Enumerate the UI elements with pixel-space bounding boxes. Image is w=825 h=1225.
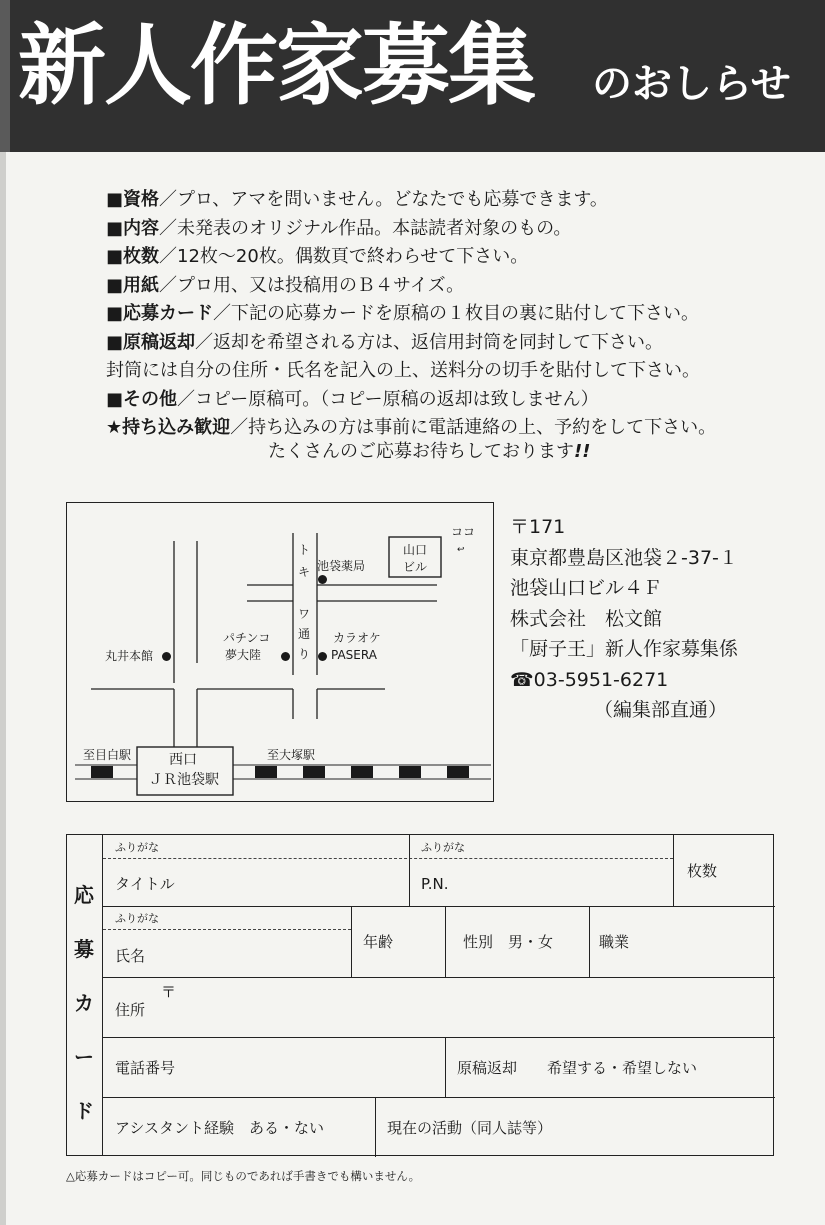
- header-banner: [0, 0, 825, 152]
- row-divider: [103, 1097, 775, 1098]
- pachinko-label: パチンコ: [223, 631, 271, 645]
- karaoke-dot: [318, 652, 327, 661]
- column-divider: [351, 906, 352, 977]
- furigana-divider: [103, 929, 351, 930]
- address-line: （編集部直通）: [594, 699, 728, 721]
- requirement-item: [106, 329, 806, 358]
- requirement-item: [106, 215, 806, 244]
- street-char: ト: [298, 543, 311, 557]
- assistant-experience-field[interactable]: アシスタント経験 ある・ない: [115, 1119, 324, 1137]
- row-divider: [103, 1037, 775, 1038]
- card-title-column: [67, 835, 103, 1155]
- card-title-char: 応: [74, 883, 94, 907]
- requirement-text: ／12枚〜20枚。偶数頁で終わらせて下さい。: [159, 246, 529, 267]
- marui-label: 丸井本館: [105, 649, 154, 663]
- requirement-label: ■内容: [106, 217, 160, 239]
- street-char: キ: [298, 565, 311, 579]
- direction-otsuka: 至大塚駅: [267, 748, 316, 762]
- station-label: 西口: [169, 752, 197, 768]
- address-line: 「厨子王」新人作家募集係: [510, 638, 739, 660]
- requirement-item: [106, 300, 806, 329]
- closing-exclaim: !!: [574, 441, 591, 462]
- column-divider: [409, 835, 410, 906]
- address-line: 池袋山口ビル４Ｆ: [510, 577, 663, 599]
- requirement-item: [106, 357, 806, 386]
- page-binding-edge: [0, 152, 6, 1225]
- gender-field[interactable]: 性別 男・女: [463, 933, 554, 951]
- furigana-label: ふりがな: [115, 912, 159, 925]
- column-divider: [445, 1037, 446, 1097]
- marui-dot: [162, 652, 171, 661]
- karaoke-label: カラオケ: [333, 631, 381, 645]
- closing-message: [268, 440, 590, 464]
- address-block: [510, 512, 738, 726]
- requirement-text: ／下記の応募カードを原稿の１枚目の裏に貼付して下さい。: [213, 303, 700, 324]
- requirement-text: ／プロ、アマを問いません。どなたでも応募できます。: [159, 189, 608, 210]
- address-field[interactable]: 住所: [115, 1001, 146, 1019]
- name-field[interactable]: 氏名: [115, 947, 146, 965]
- page-subtitle: のおしらせ: [592, 61, 791, 107]
- address-line: 東京都豊島区池袋２-37-１: [510, 546, 738, 569]
- requirement-label: ■枚数: [106, 246, 160, 267]
- street-char: 通: [298, 627, 311, 641]
- street-char: ワ: [298, 607, 311, 621]
- requirement-text: 封筒には自分の住所・氏名を記入の上、送料分の切手を貼付して下さい。: [106, 360, 700, 381]
- requirement-label: ★持ち込み歓迎: [106, 417, 231, 438]
- requirement-text: ／プロ用、又は投稿用のＢ４サイズ。: [159, 274, 465, 296]
- requirement-item: [106, 186, 806, 215]
- requirement-label: ■その他: [106, 388, 178, 410]
- requirement-text: ／コピー原稿可。（コピー原稿の返却は致しません）: [177, 388, 599, 410]
- age-field[interactable]: 年齢: [363, 933, 394, 951]
- row-divider: [103, 906, 775, 907]
- direction-mejiro: 至目白駅: [83, 748, 132, 762]
- page-title: 新人作家募集: [18, 14, 535, 117]
- karaoke-label: PASERA: [331, 648, 377, 662]
- here-arrow-icon: ↩: [457, 545, 465, 555]
- requirements-list: [106, 186, 806, 443]
- phone-number: ☎03-5951-6271: [510, 668, 669, 691]
- address-line: 株式会社 松文館: [510, 607, 663, 630]
- column-divider: [673, 835, 674, 906]
- here-label: ココ: [451, 525, 476, 539]
- requirement-label: ■応募カード: [106, 303, 214, 324]
- requirement-item: [106, 386, 806, 415]
- column-divider: [375, 1097, 376, 1157]
- column-divider: [589, 906, 590, 977]
- postal-mark-icon: 〒: [161, 983, 177, 1001]
- building-label: ビル: [403, 560, 428, 574]
- title-field[interactable]: タイトル: [115, 875, 175, 893]
- requirement-item: [106, 414, 806, 443]
- closing-text: たくさんのご応募お待ちしております: [268, 441, 574, 462]
- requirement-item: [106, 243, 806, 272]
- pharmacy-label: 池袋薬局: [317, 559, 366, 573]
- station-label: ＪＲ池袋駅: [149, 772, 219, 788]
- header-edge-shade: [0, 0, 10, 152]
- pharmacy-dot: [318, 575, 327, 584]
- address-line: 〒171: [510, 516, 566, 538]
- furigana-label: ふりがな: [115, 841, 159, 854]
- occupation-field[interactable]: 職業: [599, 933, 630, 951]
- requirement-label: ■原稿返却: [106, 331, 196, 353]
- pachinko-label: 夢大陸: [225, 648, 262, 662]
- pachinko-dot: [281, 652, 290, 661]
- street-char: り: [298, 647, 311, 661]
- requirement-text: ／持ち込みの方は事前に電話連絡の上、予約をして下さい。: [230, 417, 717, 438]
- requirement-text: ／未発表のオリジナル作品。本誌読者対象のもの。: [159, 217, 572, 239]
- requirement-label: ■用紙: [106, 274, 160, 296]
- column-divider: [445, 906, 446, 977]
- requirement-item: [106, 272, 806, 301]
- access-map: [66, 502, 494, 802]
- current-activity-field[interactable]: 現在の活動（同人誌等）: [387, 1119, 553, 1137]
- building-label: 山口: [403, 543, 428, 557]
- page-count-field[interactable]: 枚数: [687, 862, 718, 880]
- card-title-char: 募: [74, 937, 94, 961]
- row-divider: [103, 977, 775, 978]
- card-title-char: カ: [74, 991, 94, 1015]
- phone-field[interactable]: 電話番号: [115, 1059, 176, 1077]
- card-title-char: ー: [74, 1045, 94, 1069]
- card-title-char: ド: [74, 1099, 94, 1123]
- application-card: [66, 834, 774, 1156]
- furigana-label: ふりがな: [421, 841, 465, 854]
- requirement-text: ／返却を希望される方は、返信用封筒を同封して下さい。: [195, 331, 664, 353]
- pen-name-field[interactable]: P.N.: [421, 875, 449, 893]
- manuscript-return-field[interactable]: 原稿返却 希望する・希望しない: [457, 1059, 698, 1077]
- furigana-divider: [103, 858, 673, 859]
- requirement-label: ■資格: [106, 189, 160, 210]
- footnote: △応募カードはコピー可。同じものであれば手書きでも構いません。: [66, 1169, 421, 1183]
